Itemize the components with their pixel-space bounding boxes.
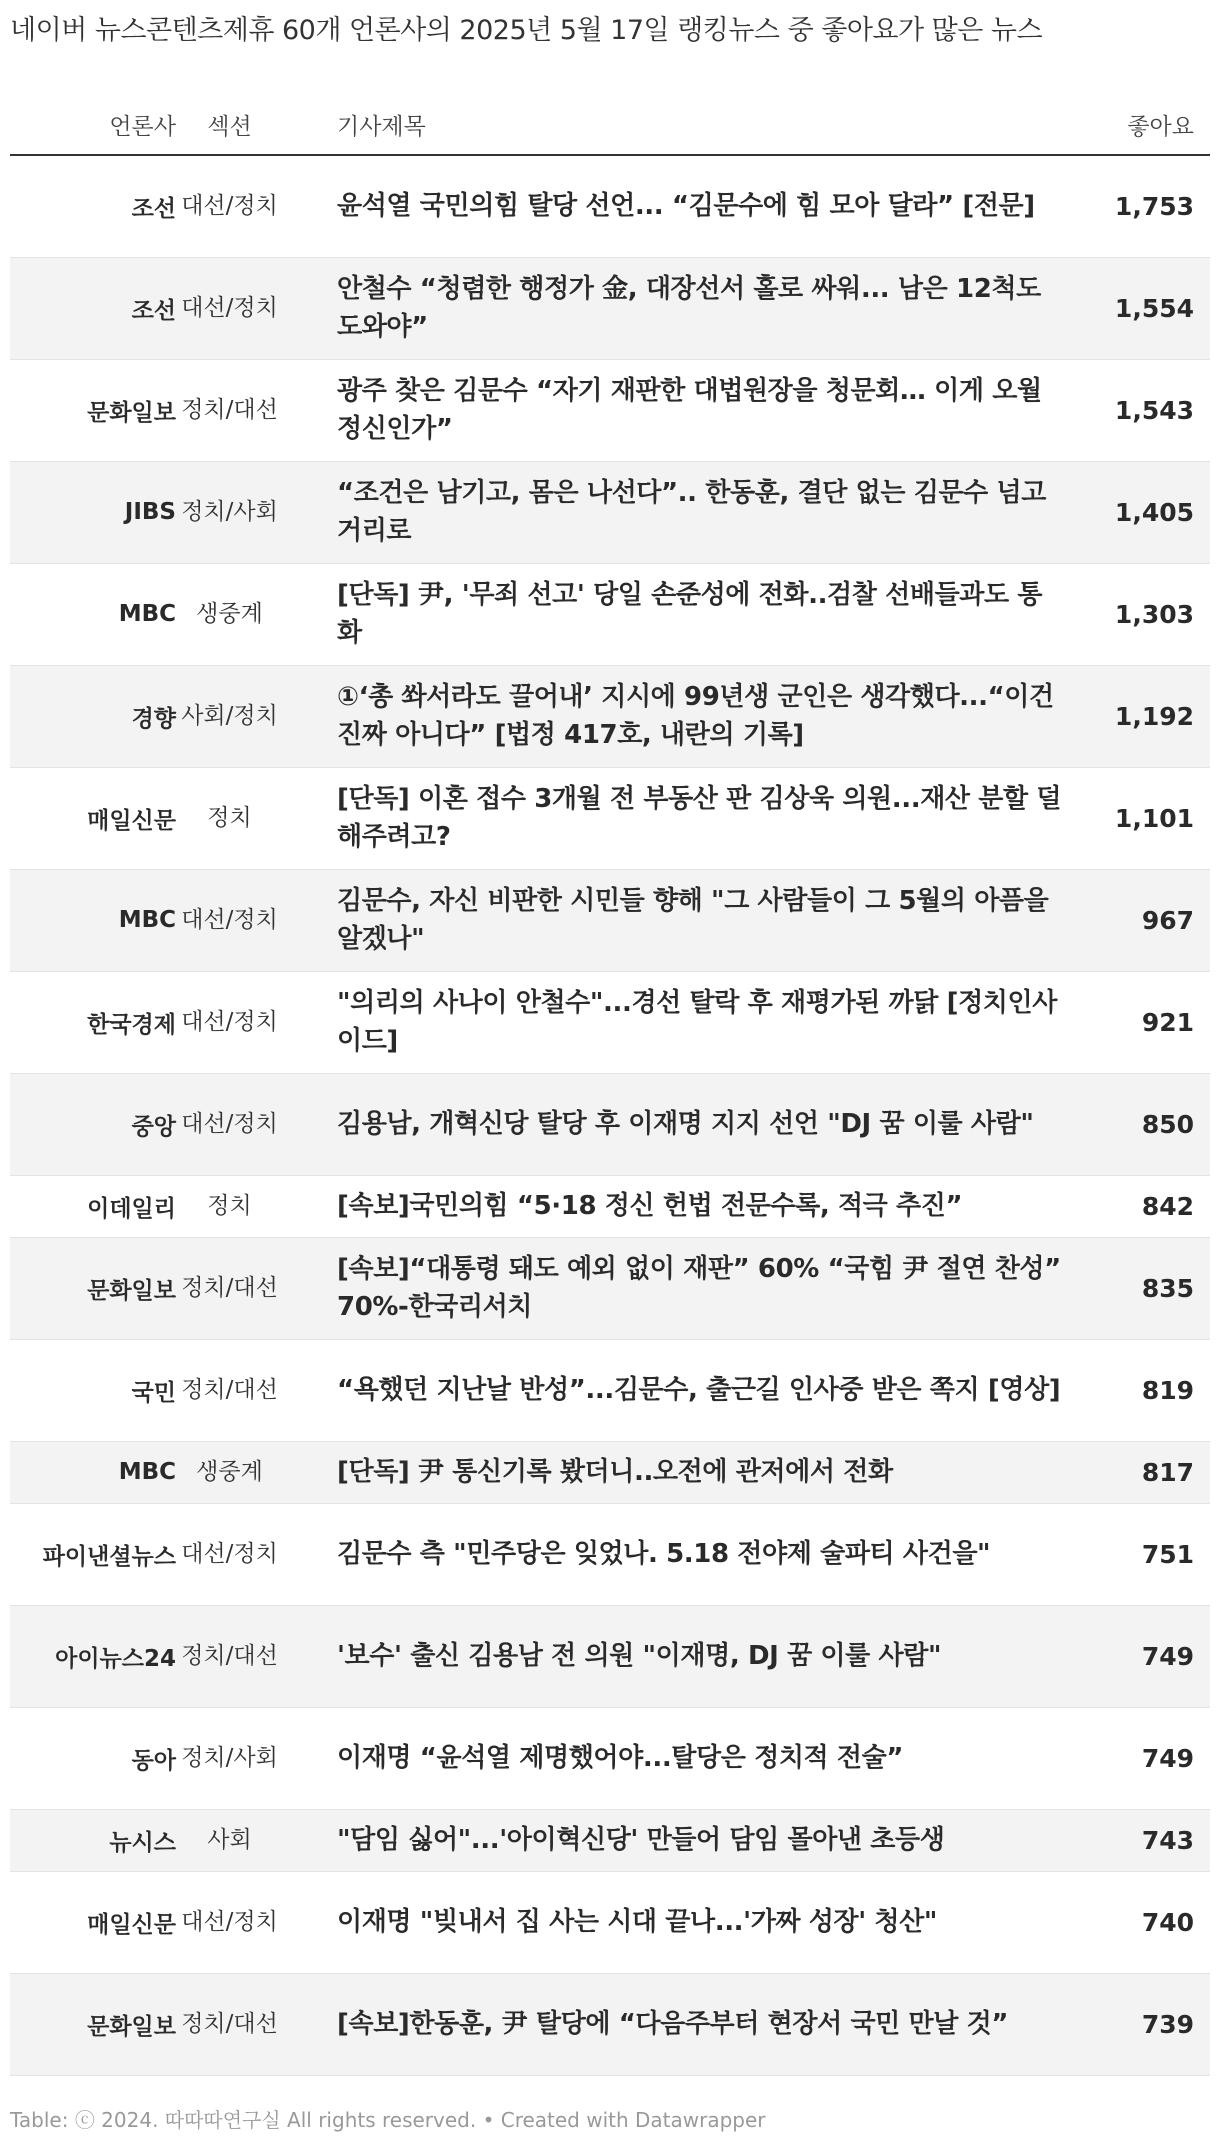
- section-cell: 정치/대선: [176, 1973, 283, 2075]
- likes-cell: 1,753: [1067, 155, 1210, 257]
- table-row: [10, 869, 1210, 971]
- press-cell: 파이낸셜뉴스: [10, 1503, 176, 1605]
- press-cell: 동아: [10, 1707, 176, 1809]
- headline-cell: "담임 싫어"...'아이혁신당' 만들어 담임 몰아낸 초등생: [283, 1809, 1067, 1871]
- table-row: [10, 1339, 1210, 1441]
- section-cell: 정치/사회: [176, 461, 283, 563]
- table-row: [10, 665, 1210, 767]
- likes-cell: 749: [1067, 1605, 1210, 1707]
- press-cell: 조선: [10, 155, 176, 257]
- table-row: [10, 461, 1210, 563]
- press-cell: 문화일보: [10, 1973, 176, 2075]
- headline-cell: [단독] 尹, '무죄 선고' 당일 손준성에 전화..검찰 선배들과도 통화: [283, 563, 1067, 665]
- table-row: [10, 1871, 1210, 1973]
- table-row: [10, 1073, 1210, 1175]
- likes-cell: 751: [1067, 1503, 1210, 1605]
- headline-cell: 이재명 "빚내서 집 사는 시대 끝나...'가짜 성장' 청산": [283, 1871, 1067, 1973]
- headline-cell: [단독] 尹 통신기록 봤더니..오전에 관저에서 전화: [283, 1441, 1067, 1503]
- table-row: [10, 257, 1210, 359]
- table-row: [10, 1175, 1210, 1237]
- likes-cell: 1,543: [1067, 359, 1210, 461]
- section-cell: 정치: [176, 767, 283, 869]
- section-cell: 대선/정치: [176, 155, 283, 257]
- section-cell: 대선/정치: [176, 971, 283, 1073]
- headline-cell: 광주 찾은 김문수 “자기 재판한 대법원장을 청문회… 이게 오월 정신인가”: [283, 359, 1067, 461]
- press-cell: 아이뉴스24: [10, 1605, 176, 1707]
- headline-cell: “욕했던 지난날 반성”...김문수, 출근길 인사중 받은 쪽지 [영상]: [283, 1339, 1067, 1441]
- likes-cell: 842: [1067, 1175, 1210, 1237]
- section-cell: 정치/사회: [176, 1707, 283, 1809]
- likes-cell: 819: [1067, 1339, 1210, 1441]
- headline-cell: [속보]“대통령 돼도 예외 없이 재판” 60% “국힘 尹 절연 찬성” 70%-한국리서치: [283, 1237, 1067, 1339]
- likes-cell: 739: [1067, 1973, 1210, 2075]
- table-row: [10, 767, 1210, 869]
- likes-cell: 921: [1067, 971, 1210, 1073]
- headline-cell: 안철수 “청렴한 행정가 金, 대장선서 홀로 싸워... 남은 12척도 도와야”: [283, 257, 1067, 359]
- headline-cell: 김용남, 개혁신당 탈당 후 이재명 지지 선언 "DJ 꿈 이룰 사람": [283, 1073, 1067, 1175]
- table-header: [10, 94, 1210, 155]
- headline-cell: [단독] 이혼 접수 3개월 전 부동산 판 김상욱 의원...재산 분할 덜 해주려고?: [283, 767, 1067, 869]
- press-cell: 문화일보: [10, 359, 176, 461]
- section-cell: 대선/정치: [176, 1073, 283, 1175]
- section-cell: 정치/대선: [176, 1339, 283, 1441]
- press-cell: MBC: [10, 1441, 176, 1503]
- section-cell: 정치: [176, 1175, 283, 1237]
- table-body: [10, 155, 1210, 2075]
- press-cell: 중앙: [10, 1073, 176, 1175]
- table-row: [10, 155, 1210, 257]
- page-title: 네이버 뉴스콘텐츠제휴 60개 언론사의 2025년 5월 17일 랭킹뉴스 중 좋아요가 많은 뉴스: [10, 15, 1043, 46]
- likes-cell: 850: [1067, 1073, 1210, 1175]
- section-cell: 정치/대선: [176, 1605, 283, 1707]
- headline-cell: 윤석열 국민의힘 탈당 선언... “김문수에 힘 모아 달라” [전문]: [283, 155, 1067, 257]
- press-cell: MBC: [10, 869, 176, 971]
- column-header-section[interactable]: 섹션: [176, 94, 283, 155]
- section-cell: 생중계: [176, 1441, 283, 1503]
- section-cell: 대선/정치: [176, 1503, 283, 1605]
- table-row: [10, 359, 1210, 461]
- likes-cell: 1,303: [1067, 563, 1210, 665]
- column-header-likes[interactable]: 좋아요: [1067, 94, 1210, 155]
- section-cell: 생중계: [176, 563, 283, 665]
- likes-cell: 835: [1067, 1237, 1210, 1339]
- table-row: [10, 971, 1210, 1073]
- headline-cell: [속보]한동훈, 尹 탈당에 “다음주부터 현장서 국민 만날 것”: [283, 1973, 1067, 2075]
- headline-cell: ①‘총 쏴서라도 끌어내’ 지시에 99년생 군인은 생각했다...“이건 진짜 아니다” [법정 417호, 내란의 기록]: [283, 665, 1067, 767]
- section-cell: 정치/대선: [176, 1237, 283, 1339]
- press-cell: 한국경제: [10, 971, 176, 1073]
- table-row: [10, 1707, 1210, 1809]
- table-row: [10, 1237, 1210, 1339]
- likes-cell: 1,192: [1067, 665, 1210, 767]
- likes-cell: 1,554: [1067, 257, 1210, 359]
- table-row: [10, 1503, 1210, 1605]
- table-row: [10, 1441, 1210, 1503]
- table-footer-credit: Table: ⓒ 2024. 따따따연구실 All rights reserved. • Created with Datawrapper: [10, 2108, 766, 2132]
- column-header-press[interactable]: 언론사: [10, 94, 176, 155]
- section-cell: 대선/정치: [176, 257, 283, 359]
- likes-cell: 967: [1067, 869, 1210, 971]
- table-row: [10, 1973, 1210, 2075]
- likes-cell: 1,101: [1067, 767, 1210, 869]
- headline-cell: “조건은 남기고, 몸은 나선다”.. 한동훈, 결단 없는 김문수 넘고 거리로: [283, 461, 1067, 563]
- press-cell: 매일신문: [10, 1871, 176, 1973]
- headline-cell: "의리의 사나이 안철수"...경선 탈락 후 재평가된 까닭 [정치인사이드]: [283, 971, 1067, 1073]
- press-cell: 조선: [10, 257, 176, 359]
- press-cell: 이데일리: [10, 1175, 176, 1237]
- press-cell: 문화일보: [10, 1237, 176, 1339]
- press-cell: JIBS: [10, 461, 176, 563]
- press-cell: MBC: [10, 563, 176, 665]
- header-row: [10, 94, 1210, 155]
- headline-cell: 이재명 “윤석열 제명했어야...탈당은 정치적 전술”: [283, 1707, 1067, 1809]
- likes-cell: 749: [1067, 1707, 1210, 1809]
- section-cell: 대선/정치: [176, 869, 283, 971]
- press-cell: 뉴시스: [10, 1809, 176, 1871]
- likes-cell: 740: [1067, 1871, 1210, 1973]
- likes-cell: 743: [1067, 1809, 1210, 1871]
- table-row: [10, 1809, 1210, 1871]
- section-cell: 정치/대선: [176, 359, 283, 461]
- press-cell: 매일신문: [10, 767, 176, 869]
- section-cell: 사회: [176, 1809, 283, 1871]
- headline-cell: 김문수 측 "민주당은 잊었나. 5.18 전야제 술파티 사건을": [283, 1503, 1067, 1605]
- press-cell: 국민: [10, 1339, 176, 1441]
- headline-cell: 김문수, 자신 비판한 시민들 향해 "그 사람들이 그 5월의 아픔을 알겠나": [283, 869, 1067, 971]
- table-row: [10, 1605, 1210, 1707]
- likes-cell: 1,405: [1067, 461, 1210, 563]
- section-cell: 대선/정치: [176, 1871, 283, 1973]
- headline-cell: '보수' 출신 김용남 전 의원 "이재명, DJ 꿈 이룰 사람": [283, 1605, 1067, 1707]
- press-cell: 경향: [10, 665, 176, 767]
- headline-cell: [속보]국민의힘 “5·18 정신 헌법 전문수록, 적극 추진”: [283, 1175, 1067, 1237]
- news-table: [10, 94, 1210, 2076]
- section-cell: 사회/정치: [176, 665, 283, 767]
- table-row: [10, 563, 1210, 665]
- likes-cell: 817: [1067, 1441, 1210, 1503]
- column-header-headline[interactable]: 기사제목: [283, 94, 1067, 155]
